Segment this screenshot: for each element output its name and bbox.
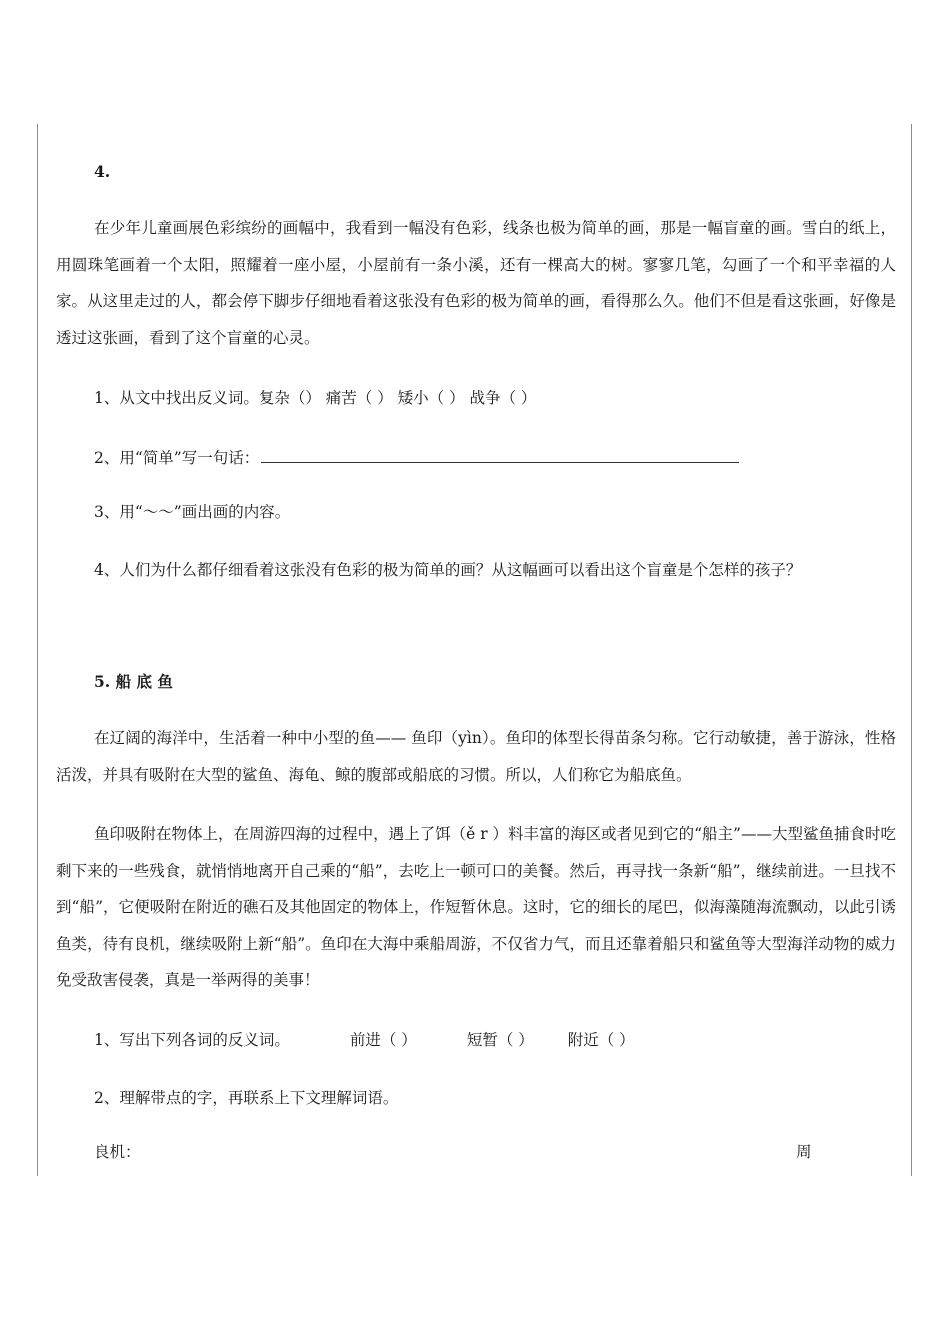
section-5-paragraph-2: 鱼印吸附在物体上，在周游四海的过程中，遇上了饵（ě r ）料丰富的海区或者见到它的“船主”——大型鲨鱼捕食时吃剩下来的一些残食，就悄悄地离开自己乘的“船”，去吃上一顿可口的美餐。然后，再寻找一条新“船”，继续前进。一旦找不到“船”，它便吸附在附近的礁石及其他固定的物体上，作短暂休息。这时，它的细长的尾巴，似海藻随海流飘动，以此引诱鱼类，待有良机，继续吸附上新“船”。鱼印在大海中乘船周游，不仅省力气，而且还靠着船只和鲨鱼等大型海洋动物的威力免受敌害侵袭，真是一举两得的美事！: [56, 825, 896, 990]
section-4-question-2: [56, 440, 934, 476]
vocab-word-2: 周: [796, 1143, 812, 1161]
answer-line[interactable]: [261, 446, 739, 463]
antonym-item-1: 前进（ ）: [349, 1031, 417, 1049]
vocab-word-1: 良机：: [94, 1143, 141, 1161]
section-5-question-2: 2、理解带点的字，再联系上下文理解词语。: [94, 1089, 399, 1107]
section-4-question-3: 3、用“～～”画出画的内容。: [94, 503, 291, 521]
section-5-question-1: [56, 1022, 934, 1058]
section-4-question-2-text: 2、用“简单”写一句话：: [94, 449, 260, 467]
antonym-item-2: 短暂（ ）: [466, 1031, 534, 1049]
antonym-item-3: 附近（ ）: [567, 1031, 635, 1049]
section-4-question-1: 1、从文中找出反义词。复杂（） 痛苦（ ） 矮小（ ） 战争（ ）: [94, 389, 537, 407]
section-4-passage: 在少年儿童画展色彩缤纷的画幅中，我看到一幅没有色彩，线条也极为简单的画，那是一幅盲童的画。雪白的纸上，用圆珠笔画着一个太阳，照耀着一座小屋，小屋前有一条小溪，还有一棵高大的树。寥寥几笔，勾画了一个和平幸福的人家。从这里走过的人，都会停下脚步仔细地看着这张没有色彩的极为简单的画，看得那么久。他们不但是看这张画，好像是透过这张画，看到了这个盲童的心灵。: [56, 219, 896, 347]
left-margin-rule: [37, 124, 38, 1176]
section-5-question-1-label: 1、写出下列各词的反义词。: [94, 1031, 290, 1049]
section-4-question-4: 4、人们为什么都仔细看着这张没有色彩的极为简单的画？从这幅画可以看出这个盲童是个怎样的孩子？: [94, 561, 802, 579]
section-5-title: 5. 船 底 鱼: [94, 672, 173, 691]
right-margin-rule: [911, 124, 912, 1176]
section-4-number: 4.: [94, 162, 111, 181]
section-5-paragraph-1: 在辽阔的海洋中，生活着一种中小型的鱼—— 鱼印（yìn）。鱼印的体型长得苗条匀称。它行动敏捷，善于游泳，性格活泼，并具有吸附在大型的鲨鱼、海龟、鲸的腹部或船底的习惯。所以，人们称它为船底鱼。: [56, 729, 896, 784]
